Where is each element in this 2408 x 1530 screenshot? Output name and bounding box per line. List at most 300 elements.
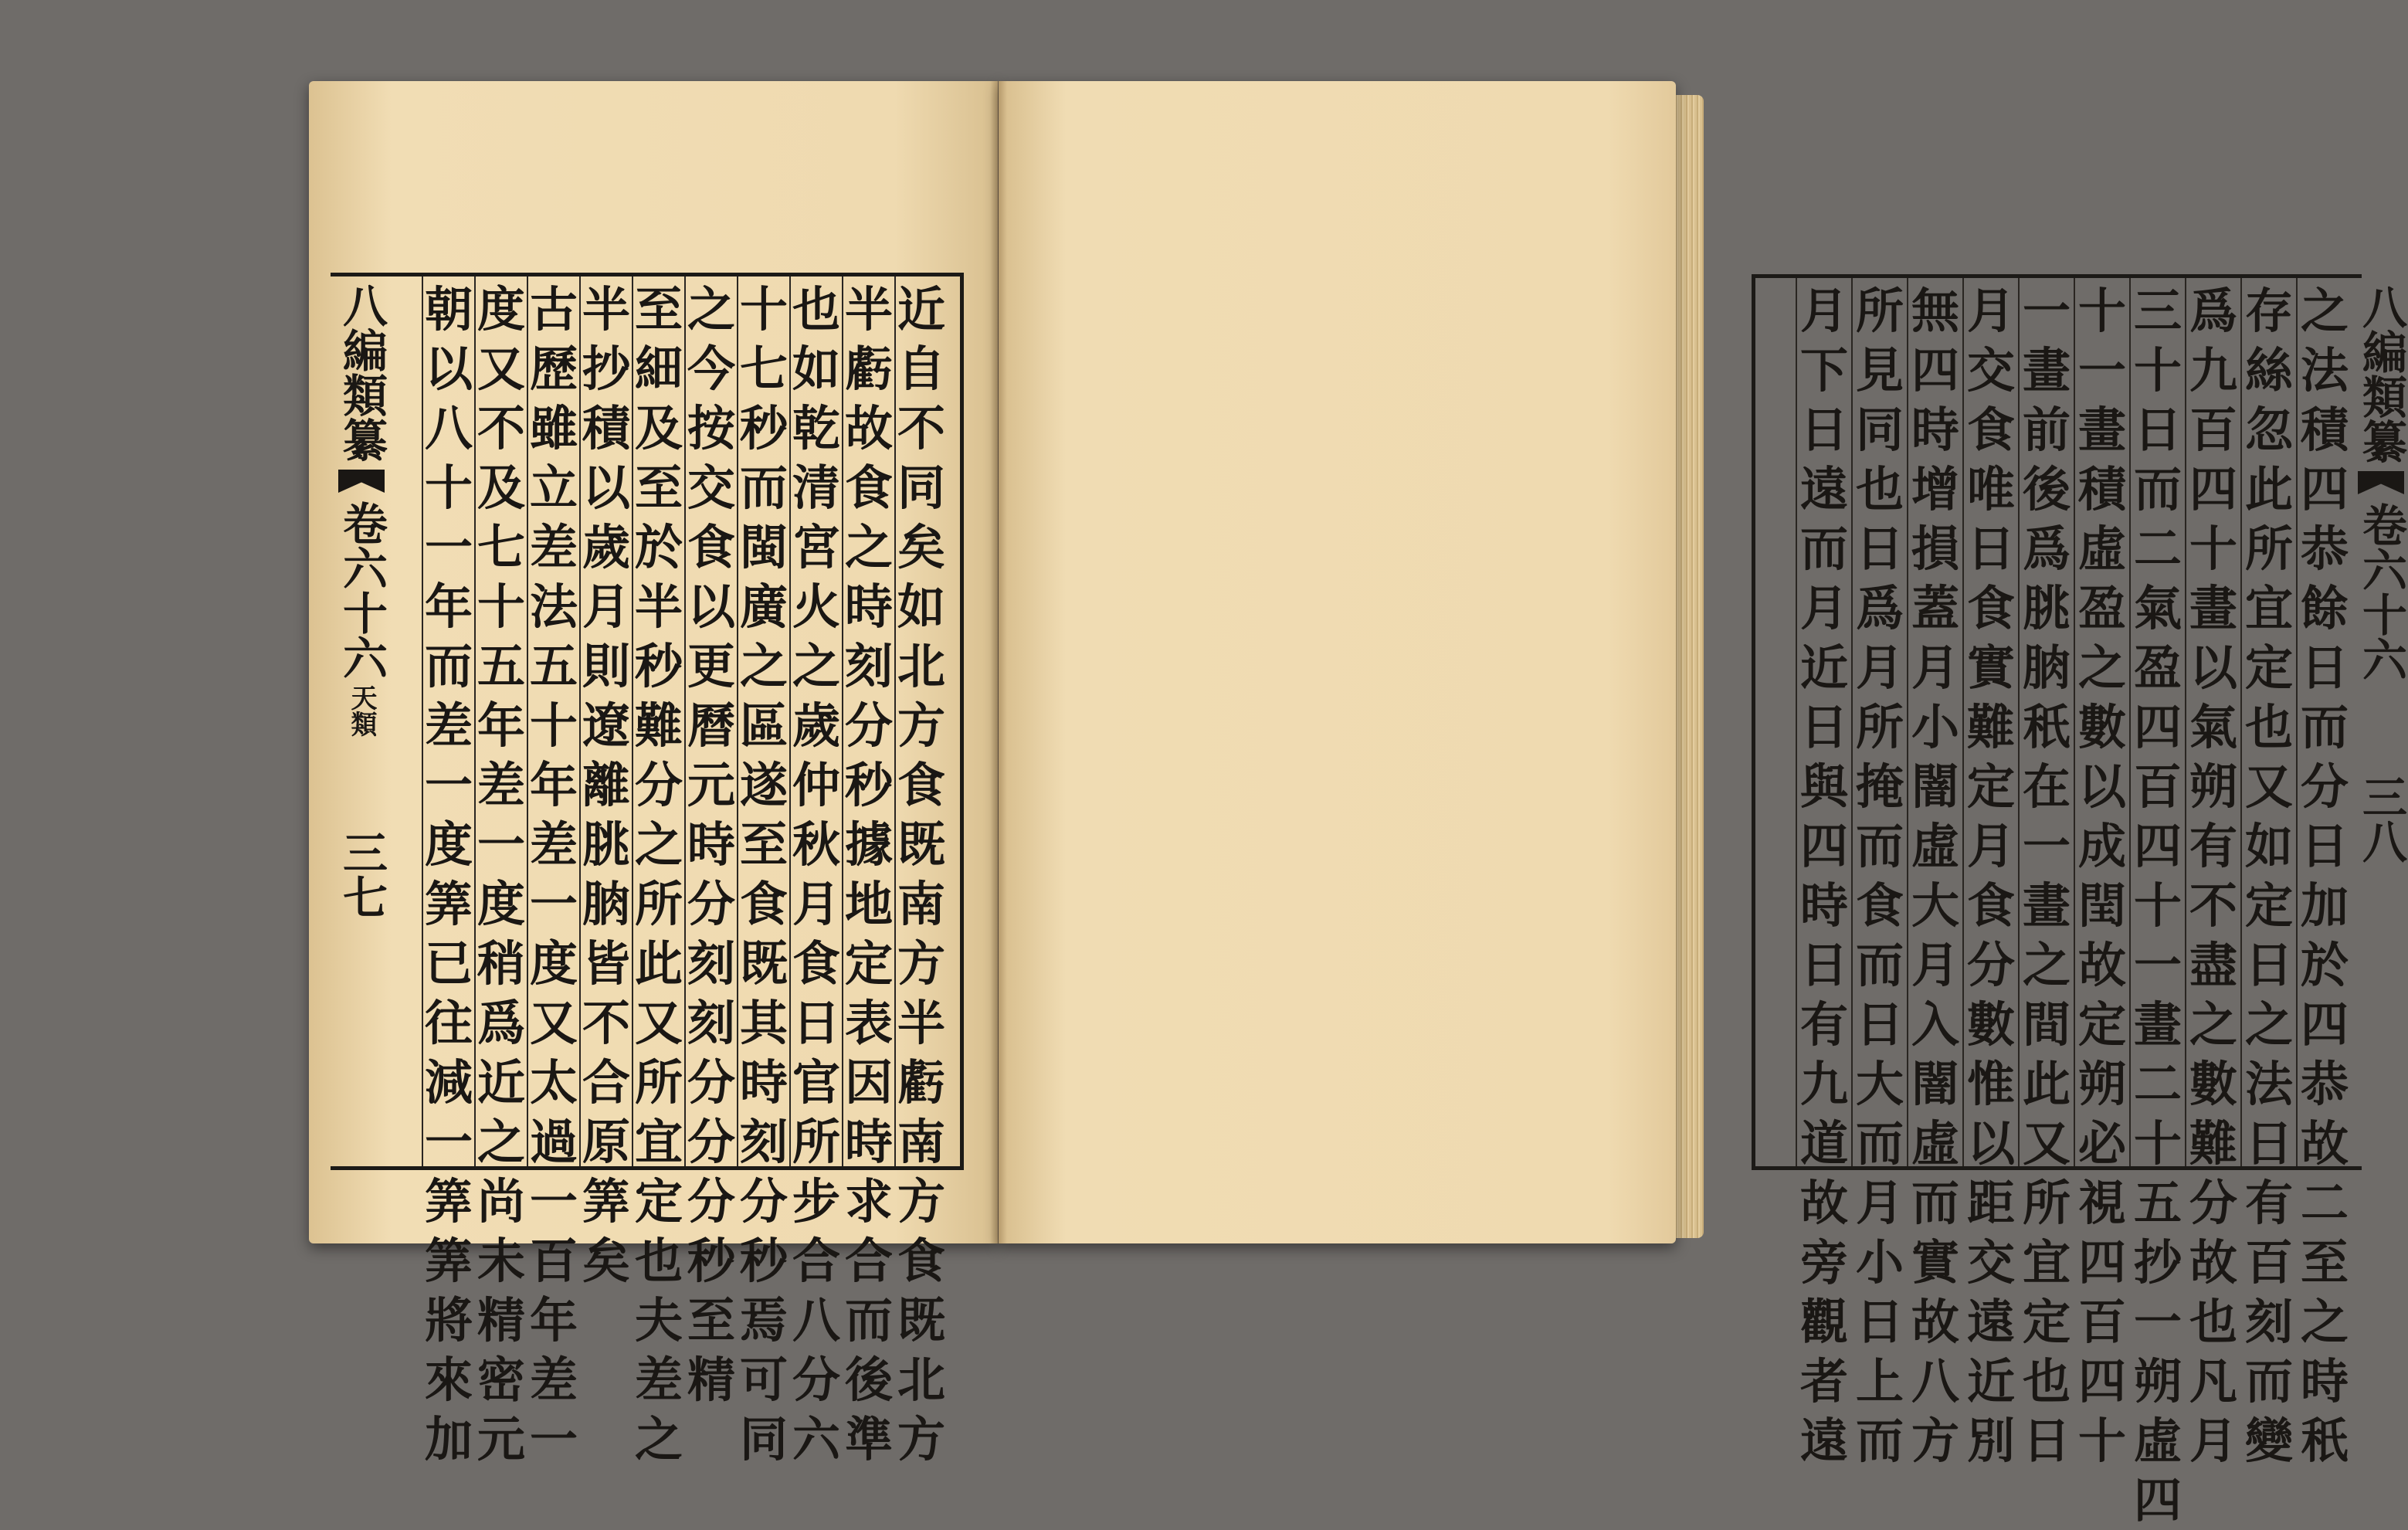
text-character: 又	[634, 995, 683, 1051]
text-character: 同	[739, 1411, 788, 1467]
text-character: 步	[792, 1173, 840, 1230]
text-character: 積	[2077, 461, 2126, 517]
text-character: 乾	[792, 400, 840, 456]
text-character: 宜	[2022, 1234, 2071, 1291]
text-character: 五	[2133, 1175, 2182, 1231]
text-character: 食	[897, 1233, 945, 1289]
text-character: 所	[634, 876, 683, 932]
text-character: 盡	[2189, 937, 2237, 993]
text-character: 四	[1799, 818, 1848, 874]
text-character: 虛	[2133, 1413, 2182, 1469]
banxin-title: 八編類纂	[335, 283, 388, 462]
text-character: 四	[2077, 1234, 2126, 1291]
text-character: 焉	[739, 1292, 788, 1349]
text-character: 其	[739, 995, 788, 1051]
text-column	[2074, 278, 2129, 1469]
text-character: 小	[1855, 1234, 1904, 1291]
text-character: 歷	[529, 341, 578, 397]
text-character: 日	[1855, 521, 1904, 577]
text-character: 太	[529, 1054, 578, 1111]
text-character: 氣	[2189, 699, 2237, 755]
text-character: 日	[1966, 521, 2015, 577]
text-character: 掩	[1855, 758, 1904, 815]
text-character: 九	[2189, 342, 2237, 399]
text-character: 秖	[2300, 1413, 2349, 1469]
text-character: 存	[2244, 283, 2293, 339]
text-character: 故	[1799, 1175, 1848, 1231]
left-text-columns	[331, 276, 960, 1467]
banxin-title: 八編類纂	[2355, 284, 2407, 463]
text-character: 雖	[529, 400, 578, 456]
text-character: 秒	[739, 400, 788, 456]
text-character: 朔	[2077, 1056, 2126, 1112]
text-character: 與	[1799, 758, 1848, 815]
text-character: 分	[739, 1173, 788, 1230]
text-character: 據	[844, 816, 893, 873]
text-character: 四	[2189, 461, 2237, 517]
text-character: 歲	[792, 697, 840, 754]
text-character: 朒	[582, 876, 630, 932]
text-character: 刻	[687, 995, 735, 1051]
text-character: 一	[2077, 342, 2126, 399]
text-character: 旁	[1799, 1234, 1848, 1291]
text-character: 既	[897, 1292, 945, 1349]
text-character: 往	[424, 995, 473, 1051]
banxin-leaf-number: 三七	[335, 829, 388, 919]
text-character: 食	[1966, 877, 2015, 934]
text-character: 至	[2300, 1234, 2349, 1291]
text-character: 食	[1966, 580, 2015, 636]
text-character: 半	[844, 281, 893, 338]
text-character: 定	[634, 1173, 683, 1230]
book-gutter	[990, 81, 1007, 1243]
text-column	[789, 276, 842, 1467]
text-character: 虛	[1911, 1115, 1959, 1172]
text-character: 也	[2022, 1353, 2071, 1410]
text-character: 月	[1799, 580, 1848, 636]
text-character: 矣	[897, 519, 945, 575]
text-character: 差	[634, 1352, 683, 1408]
text-character: 仲	[792, 757, 840, 813]
text-character: 大	[1911, 877, 1959, 934]
text-character: 因	[844, 1054, 893, 1111]
text-character: 地	[844, 876, 893, 932]
text-character: 畫	[2077, 402, 2126, 458]
text-character: 閏	[2077, 877, 2126, 934]
text-character: 未	[477, 1233, 525, 1289]
banxin-category: 天類	[346, 684, 377, 737]
text-character: 分	[844, 697, 893, 754]
text-character: 精	[477, 1292, 525, 1349]
text-character: 爲	[2189, 283, 2237, 339]
text-character: 在	[2022, 758, 2071, 815]
text-character: 一	[529, 876, 578, 932]
text-character: 畫	[2133, 996, 2182, 1053]
text-character: 盈	[2077, 580, 2126, 636]
text-character: 日	[1855, 1294, 1904, 1350]
text-character: 數	[1966, 996, 2015, 1053]
text-character: 減	[424, 1054, 473, 1111]
text-character: 差	[529, 1352, 578, 1408]
text-column	[2018, 278, 2074, 1469]
text-character: 時	[844, 1114, 893, 1170]
text-character: 此	[634, 935, 683, 992]
text-character: 月	[1966, 283, 2015, 339]
text-character: 二	[2133, 1056, 2182, 1112]
text-character: 十	[2133, 1115, 2182, 1172]
text-character: 小	[1911, 699, 1959, 755]
text-character: 食	[739, 876, 788, 932]
text-character: 也	[634, 1233, 683, 1289]
right-text-frame	[1752, 274, 2407, 1528]
text-character: 一	[477, 816, 525, 873]
text-character: 畫	[2189, 580, 2237, 636]
text-character: 日	[2133, 402, 2182, 458]
text-character: 可	[739, 1352, 788, 1408]
text-character: 之	[634, 816, 683, 873]
text-character: 朒	[2022, 639, 2071, 696]
text-character: 四	[2300, 996, 2349, 1053]
text-character: 無	[1911, 283, 1959, 339]
text-character: 如	[792, 341, 840, 397]
text-character: 有	[1799, 996, 1848, 1053]
text-character: 度	[477, 281, 525, 338]
text-character: 故	[2300, 1115, 2349, 1172]
text-character: 故	[1911, 1294, 1959, 1350]
text-character: 以	[582, 460, 630, 516]
text-column	[422, 276, 474, 1467]
text-character: 交	[687, 460, 735, 516]
text-column	[632, 276, 684, 1467]
text-character: 積	[582, 400, 630, 456]
text-character: 十	[477, 578, 525, 635]
text-character: 至	[634, 460, 683, 516]
text-character: 十	[529, 697, 578, 754]
left-text-frame	[331, 273, 964, 1467]
text-character: 此	[2022, 1056, 2071, 1112]
text-character: 虧	[897, 1054, 945, 1111]
text-character: 定	[1966, 758, 2015, 815]
text-character: 之	[2077, 639, 2126, 696]
text-character: 交	[1966, 342, 2015, 399]
text-character: 至	[634, 281, 683, 338]
text-character: 視	[2077, 1175, 2126, 1231]
text-character: 夫	[634, 1292, 683, 1349]
text-character: 十	[2133, 877, 2182, 934]
text-character: 唯	[1966, 461, 2015, 517]
text-character: 分	[2189, 1175, 2237, 1231]
text-character: 距	[1966, 1175, 2015, 1231]
text-character: 所	[2022, 1175, 2071, 1231]
text-character: 定	[2244, 639, 2293, 696]
text-character: 六	[792, 1411, 840, 1467]
text-character: 九	[1799, 1056, 1848, 1112]
text-character: 而	[1855, 1413, 1904, 1469]
text-character: 閩	[739, 519, 788, 575]
text-character: 日	[2300, 818, 2349, 874]
text-character: 八	[792, 1292, 840, 1349]
text-character: 而	[844, 1292, 893, 1349]
text-character: 月	[1855, 639, 1904, 696]
text-character: 四	[2300, 461, 2349, 517]
text-character: 又	[477, 341, 525, 397]
text-character: 元	[687, 757, 735, 813]
text-character: 今	[687, 341, 735, 397]
text-character: 刻	[844, 638, 893, 694]
text-character: 之	[739, 638, 788, 694]
text-character: 加	[2300, 877, 2349, 934]
text-character: 時	[687, 816, 735, 873]
text-character: 爲	[1855, 580, 1904, 636]
text-character: 抄	[582, 341, 630, 397]
text-character: 月	[792, 876, 840, 932]
text-character: 秒	[634, 638, 683, 694]
text-column	[1962, 278, 2018, 1469]
text-character: 火	[792, 578, 840, 635]
text-character: 月	[582, 578, 630, 635]
text-character: 爲	[477, 995, 525, 1051]
text-character: 後	[844, 1352, 893, 1408]
text-character: 損	[1911, 521, 1959, 577]
text-character: 也	[1855, 461, 1904, 517]
text-character: 凡	[2189, 1353, 2237, 1410]
text-column	[1907, 278, 1962, 1469]
text-character: 近	[477, 1054, 525, 1111]
text-character: 也	[2244, 699, 2293, 755]
text-character: 成	[2077, 818, 2126, 874]
text-column	[737, 276, 789, 1467]
text-character: 難	[2189, 1115, 2237, 1172]
text-character: 食	[1855, 877, 1904, 934]
text-character: 十	[2077, 283, 2126, 339]
text-character: 闇	[1911, 758, 1959, 815]
text-character: 之	[477, 1114, 525, 1170]
open-book	[309, 81, 2407, 1528]
text-character: 之	[2300, 283, 2349, 339]
text-character: 月	[1966, 818, 2015, 874]
text-character: 以	[687, 578, 735, 635]
text-character: 秋	[792, 816, 840, 873]
text-character: 既	[897, 816, 945, 873]
text-character: 將	[424, 1292, 473, 1349]
text-character: 宜	[634, 1114, 683, 1170]
text-character: 八	[1911, 1353, 1959, 1410]
text-character: 實	[1966, 639, 2015, 696]
text-character: 以	[2077, 758, 2126, 815]
text-character: 近	[897, 281, 945, 338]
text-character: 方	[1911, 1413, 1959, 1469]
text-character: 方	[897, 697, 945, 754]
text-character: 虧	[844, 341, 893, 397]
text-character: 故	[844, 400, 893, 456]
text-character: 一	[2133, 1294, 2182, 1350]
text-character: 月	[1911, 639, 1959, 696]
text-character: 來	[424, 1352, 473, 1408]
text-character: 秒	[844, 757, 893, 813]
text-character: 積	[2300, 402, 2349, 458]
text-character: 又	[2022, 1115, 2071, 1172]
text-character: 故	[2189, 1234, 2237, 1291]
text-character: 數	[2077, 699, 2126, 755]
text-character: 見	[1855, 342, 1904, 399]
text-character: 蓋	[1911, 580, 1959, 636]
text-character: 至	[739, 816, 788, 873]
text-character: 離	[582, 757, 630, 813]
text-character: 年	[477, 697, 525, 754]
text-character: 表	[844, 995, 893, 1051]
text-character: 五	[529, 638, 578, 694]
text-character: 方	[897, 935, 945, 992]
text-character: 之	[792, 638, 840, 694]
text-character: 所	[634, 1054, 683, 1111]
text-character: 矣	[582, 1233, 630, 1289]
text-character: 所	[2244, 521, 2293, 577]
text-character: 區	[739, 697, 788, 754]
text-character: 惟	[1966, 1056, 2015, 1112]
text-character: 不	[2189, 877, 2237, 934]
text-character: 不	[897, 400, 945, 456]
text-character: 自	[897, 341, 945, 397]
text-character: 及	[477, 460, 525, 516]
text-character: 一	[529, 1173, 578, 1230]
text-character: 年	[529, 1292, 578, 1349]
text-character: 者	[1799, 1353, 1848, 1410]
page-edges	[1673, 95, 1704, 1238]
text-character: 別	[1966, 1413, 2015, 1469]
text-character: 北	[897, 638, 945, 694]
text-character: 廣	[739, 578, 788, 635]
text-character: 求	[844, 1173, 893, 1230]
text-column	[2240, 278, 2296, 1469]
text-character: 而	[2244, 1353, 2293, 1410]
text-character: 又	[2244, 758, 2293, 815]
text-character: 差	[529, 519, 578, 575]
text-character: 密	[477, 1352, 525, 1408]
text-character: 十	[424, 460, 473, 516]
text-character: 日	[1799, 699, 1848, 755]
text-character: 氣	[2133, 580, 2182, 636]
text-character: 既	[739, 935, 788, 992]
text-character: 七	[739, 341, 788, 397]
text-character: 而	[1855, 1115, 1904, 1172]
text-character: 日	[1799, 937, 1848, 993]
text-character: 半	[634, 578, 683, 635]
banxin-juan: 卷六十六	[2355, 502, 2407, 681]
text-character: 故	[2077, 937, 2126, 993]
text-character: 年	[529, 757, 578, 813]
text-character: 入	[1911, 996, 1959, 1053]
text-character: 數	[2189, 1056, 2237, 1112]
text-column	[894, 276, 947, 1467]
text-character: 五	[477, 638, 525, 694]
text-character: 則	[582, 638, 630, 694]
text-character: 更	[687, 638, 735, 694]
text-character: 食	[1966, 402, 2015, 458]
text-character: 二	[2133, 521, 2182, 577]
text-character: 後	[2022, 461, 2071, 517]
text-character: 朔	[2189, 758, 2237, 815]
text-character: 年	[424, 578, 473, 635]
text-character: 定	[2244, 877, 2293, 934]
text-character: 秒	[739, 1233, 788, 1289]
text-character: 食	[897, 757, 945, 813]
text-character: 一	[2022, 283, 2071, 339]
text-character: 所	[1855, 699, 1904, 755]
text-character: 四	[2077, 1353, 2126, 1410]
text-character: 南	[897, 1114, 945, 1170]
text-character: 立	[529, 460, 578, 516]
text-character: 百	[529, 1233, 578, 1289]
text-character: 之	[2300, 1294, 2349, 1350]
text-character: 一	[2133, 937, 2182, 993]
text-character: 尚	[477, 1173, 525, 1230]
text-column	[2129, 278, 2185, 1528]
text-column	[474, 276, 527, 1467]
text-character: 前	[2022, 402, 2071, 458]
text-character: 刻	[687, 935, 735, 992]
text-character: 上	[1855, 1353, 1904, 1410]
text-character: 差	[529, 816, 578, 873]
text-character: 以	[2189, 639, 2237, 696]
text-character: 不	[477, 400, 525, 456]
text-character: 元	[477, 1411, 525, 1467]
text-column	[2296, 278, 2352, 1469]
text-character: 食	[687, 519, 735, 575]
text-character: 交	[1966, 1234, 2015, 1291]
text-character: 稍	[477, 935, 525, 992]
text-column	[579, 276, 632, 1289]
text-character: 北	[897, 1352, 945, 1408]
text-character: 之	[2022, 937, 2071, 993]
text-character: 而	[2133, 461, 2182, 517]
text-character: 十	[2077, 1413, 2126, 1469]
fishtail-mark	[2358, 471, 2404, 494]
text-character: 日	[2300, 639, 2349, 696]
text-character: 日	[1799, 402, 1848, 458]
text-character: 日	[2244, 1115, 2293, 1172]
text-column	[1796, 278, 1851, 1469]
text-character: 皆	[582, 935, 630, 992]
text-character: 之	[634, 1411, 683, 1467]
text-character: 畫	[2022, 342, 2071, 399]
text-character: 時	[844, 578, 893, 635]
text-character: 一	[424, 757, 473, 813]
text-character: 分	[687, 1114, 735, 1170]
text-character: 所	[1855, 283, 1904, 339]
text-character: 差	[424, 697, 473, 754]
text-character: 而	[739, 460, 788, 516]
text-character: 度	[477, 876, 525, 932]
text-character: 時	[1799, 877, 1848, 934]
text-character: 變	[2244, 1413, 2293, 1469]
text-character: 如	[897, 578, 945, 635]
text-character: 時	[1911, 402, 1959, 458]
text-character: 有	[2244, 1175, 2293, 1231]
text-character: 而	[1855, 818, 1904, 874]
text-character: 而	[1855, 937, 1904, 993]
text-character: 半	[582, 281, 630, 338]
text-column	[1851, 278, 1907, 1469]
text-character: 之	[844, 519, 893, 575]
text-character: 度	[529, 935, 578, 992]
text-character: 方	[897, 1173, 945, 1230]
text-character: 闇	[1911, 1056, 1959, 1112]
text-character: 食	[844, 460, 893, 516]
text-character: 合	[844, 1233, 893, 1289]
text-character: 十	[2189, 521, 2237, 577]
text-character: 分	[2300, 758, 2349, 815]
text-character: 實	[1911, 1234, 1959, 1291]
